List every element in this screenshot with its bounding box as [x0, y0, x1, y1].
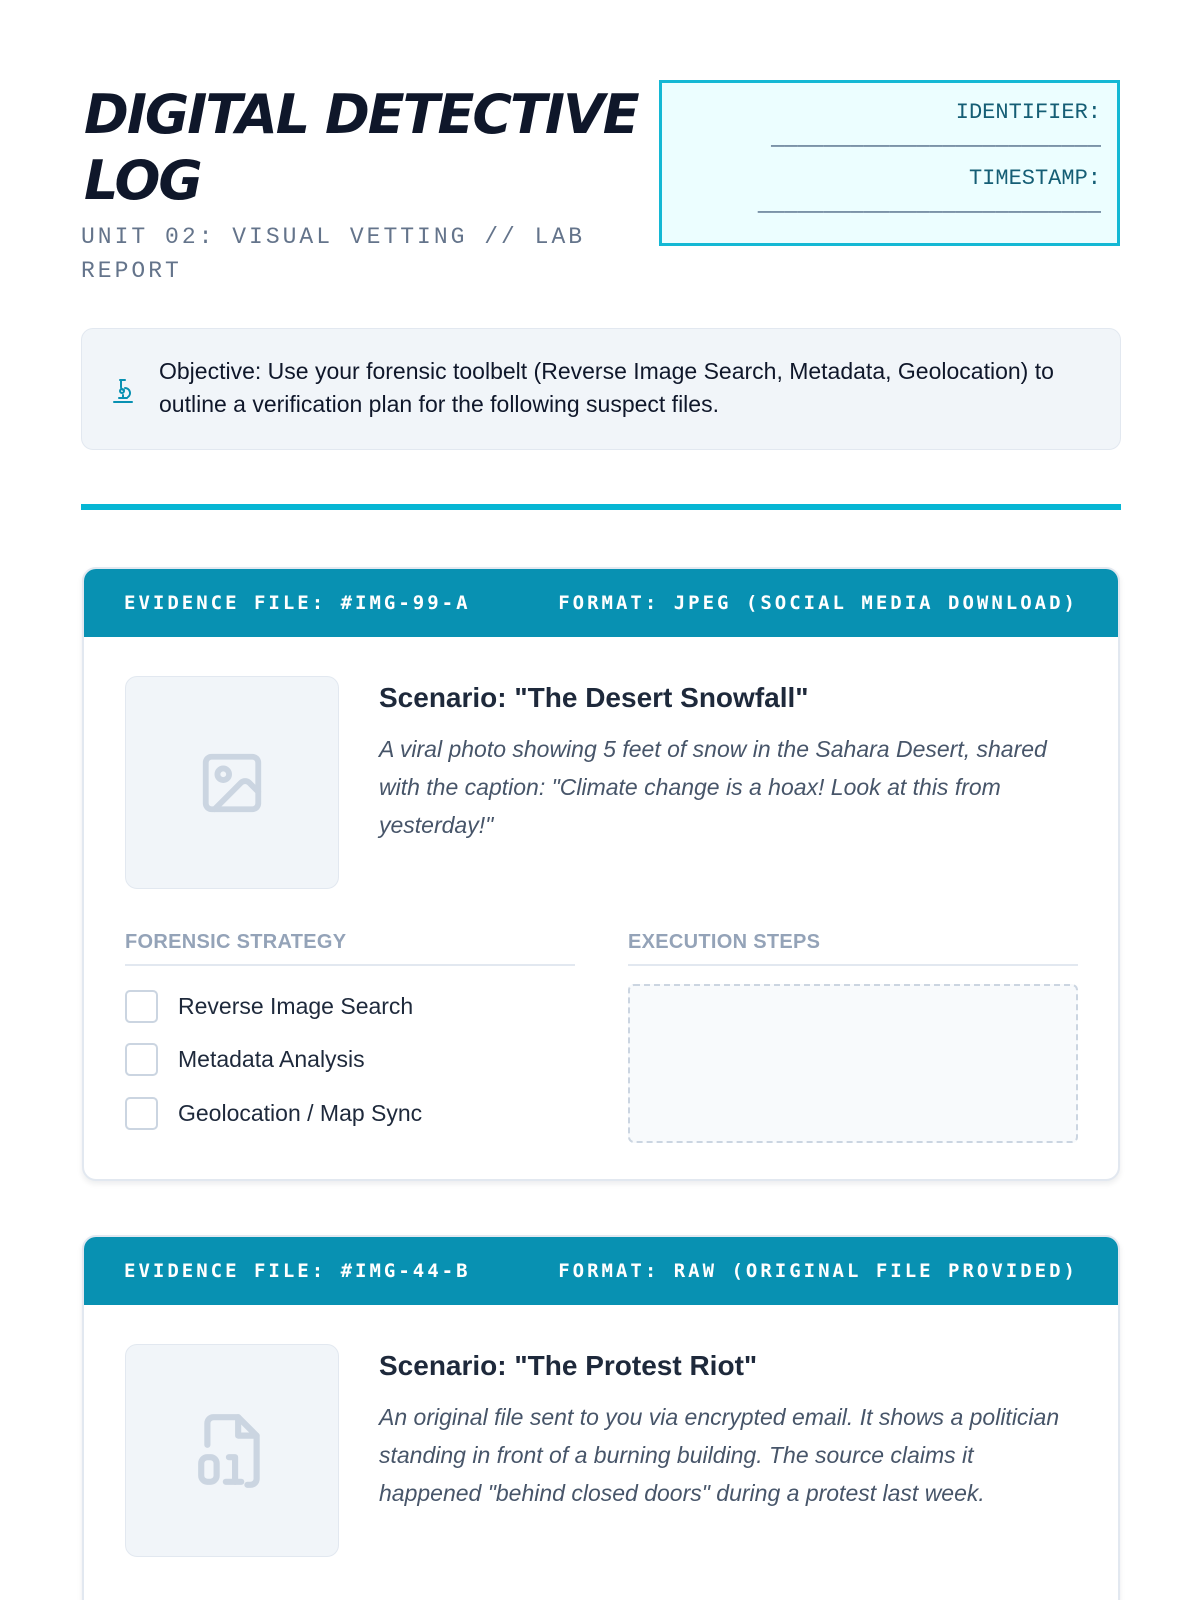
- evidence-thumbnail: [125, 1344, 339, 1557]
- objective-callout: [81, 328, 1121, 450]
- checkbox-metadata-analysis[interactable]: [125, 1042, 365, 1076]
- checkbox-label: Metadata Analysis: [178, 1045, 365, 1072]
- section-divider: [81, 504, 1121, 510]
- scenario-title: Scenario: "The Protest Riot": [379, 1350, 758, 1381]
- checkbox-label: Geolocation / Map Sync: [178, 1099, 423, 1126]
- execution-steps-input[interactable]: [628, 984, 1078, 1143]
- objective-text: Objective: Use your forensic toolbelt (Reverse Image Search, Metadata, Geolocation) to outline a verification plan for the following suspect files.: [159, 358, 1054, 417]
- evidence-file-label: EVIDENCE FILE: #IMG-44-B: [124, 1260, 471, 1282]
- execution-steps-label: EXECUTION STEPS: [628, 931, 1078, 966]
- evidence-card-header: [84, 569, 1118, 637]
- scenario-title: Scenario: "The Desert Snowfall": [379, 682, 809, 713]
- identifier-label: IDENTIFIER:: [955, 100, 1101, 125]
- evidence-format-label: FORMAT: RAW (ORIGINAL FILE PROVIDED): [558, 1260, 1078, 1282]
- timestamp-label: TIMESTAMP:: [968, 166, 1101, 191]
- scenario-description: An original file sent to you via encrypted email. It shows a politician standing in front of a burning building. The source claims it happened "behind closed doors" during a protest last week.: [379, 1404, 1060, 1506]
- timestamp-field[interactable]: __________________________: [757, 192, 1101, 217]
- evidence-format-label: FORMAT: JPEG (SOCIAL MEDIA DOWNLOAD): [558, 592, 1078, 614]
- page-subtitle: UNIT 02: VISUAL VETTING // LAB REPORT: [81, 224, 586, 284]
- forensic-strategy-label: FORENSIC STRATEGY: [125, 931, 575, 966]
- binary-file-icon: [195, 1411, 269, 1491]
- checkbox-geolocation-map-sync[interactable]: [125, 1096, 422, 1130]
- identifier-field[interactable]: _________________________: [770, 126, 1101, 151]
- scenario-description: A viral photo showing 5 feet of snow in the Sahara Desert, shared with the caption: "Climate change is a hoax! Look at this from yesterday!": [379, 736, 1047, 838]
- image-icon: [197, 748, 267, 818]
- evidence-card-img-44-b: [82, 1235, 1120, 1600]
- checkbox-reverse-image-search[interactable]: [125, 989, 413, 1023]
- checkbox-box[interactable]: [125, 1097, 158, 1130]
- checkbox-box[interactable]: [125, 1043, 158, 1076]
- evidence-file-label: EVIDENCE FILE: #IMG-99-A: [124, 592, 471, 614]
- evidence-thumbnail: [125, 676, 339, 889]
- evidence-card-header: [84, 1237, 1118, 1305]
- checkbox-box[interactable]: [125, 990, 158, 1023]
- microscope-icon: [110, 375, 136, 405]
- checkbox-label: Reverse Image Search: [178, 992, 414, 1019]
- page-title: DIGITAL DETECTIVE LOG: [84, 83, 638, 212]
- identifier-box: [659, 80, 1120, 246]
- evidence-card-img-99-a: [82, 567, 1120, 1181]
